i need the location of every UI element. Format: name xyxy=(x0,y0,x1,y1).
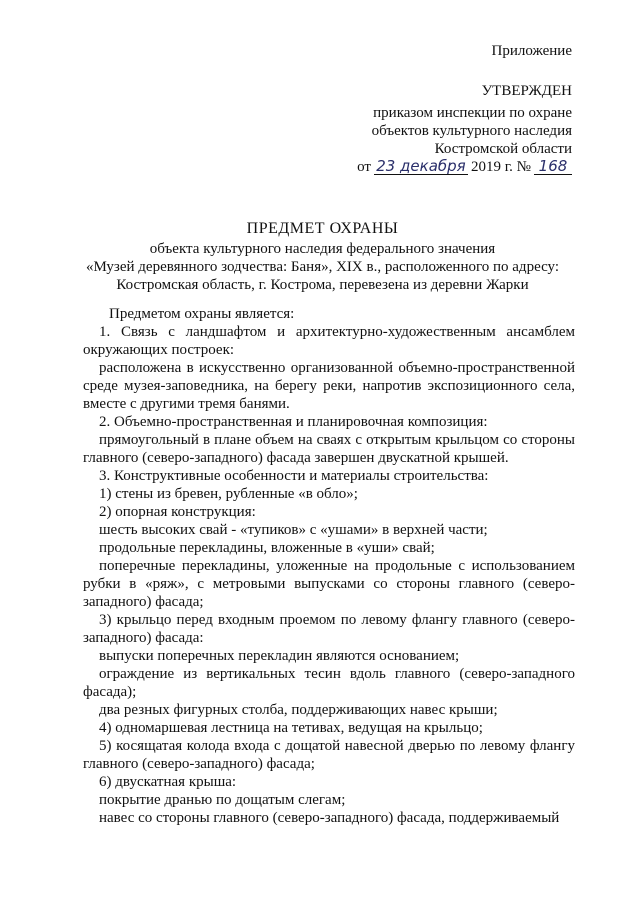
approval-block xyxy=(357,82,572,176)
body-paragraph: шесть высоких свай - «тупиков» с «ушами» в верхней части; xyxy=(99,522,488,538)
body-paragraph: покрытие дранью по дощатым слегам; xyxy=(99,792,346,808)
approval-date-line xyxy=(357,158,572,176)
title-line: «Музей деревянного зодчества: Баня», XIX в., расположенного по адресу: xyxy=(85,259,560,275)
body-paragraph: 3) крыльцо перед входным проемом по левому флангу главного (северо-западного) фасада: xyxy=(83,612,575,646)
document-body xyxy=(83,305,575,827)
title-line: Костромская область, г. Кострома, перевезена из деревни Жарки xyxy=(116,277,529,293)
body-paragraph: Предметом охраны является: xyxy=(109,306,295,322)
document-title xyxy=(60,220,585,294)
body-paragraph: 2) опорная конструкция: xyxy=(99,504,256,520)
page-title: ПРЕДМЕТ ОХРАНЫ xyxy=(246,220,399,237)
approved-title: УТВЕРЖДЕН xyxy=(481,83,572,99)
approved-line: объектов культурного наследия xyxy=(371,123,572,139)
title-line: объекта культурного наследия федерального значения xyxy=(149,241,496,257)
body-paragraph: 2. Объемно-пространственная и планировочная композиция: xyxy=(99,414,488,430)
date-year: 2019 г. № xyxy=(470,159,531,175)
body-paragraph: расположена в искусственно организованной объемно-пространственной среде музея-заповедника, на берегу реки, напротив экспозиционного села, вместе с другими тремя банями. xyxy=(83,360,575,412)
body-paragraph: 3. Конструктивные особенности и материалы строительства: xyxy=(99,468,489,484)
approved-line: приказом инспекции по охране xyxy=(373,105,572,121)
body-paragraph: продольные перекладины, вложенные в «уши» свай; xyxy=(99,540,435,556)
body-paragraph: навес со стороны главного (северо-западного) фасада, поддерживаемый xyxy=(99,810,560,826)
body-paragraph: ограждение из вертикальных тесин вдоль главного (северо-западного фасада); xyxy=(83,666,575,700)
handwritten-number: 168 xyxy=(534,158,572,175)
body-paragraph: 1) стены из бревен, рубленные «в обло»; xyxy=(99,486,358,502)
approved-line: Костромской области xyxy=(434,141,572,157)
body-paragraph: прямоугольный в плане объем на сваях с открытым крыльцом со стороны главного (северо-западного) фасада завершен двускатной крышей. xyxy=(83,432,575,466)
appendix-label: Приложение xyxy=(491,43,572,59)
body-paragraph: поперечные перекладины, уложенные на продольные с использованием рубки в «ряж», с метровыми выпусками со стороны главного (северо-западного) фасада; xyxy=(83,558,575,610)
body-paragraph: 4) одномаршевая лестница на тетивах, ведущая на крыльцо; xyxy=(99,720,483,736)
body-paragraph: 1. Связь с ландшафтом и архитектурно-художественным ансамблем окружающих построек: xyxy=(83,324,575,358)
body-paragraph: выпуски поперечных перекладин являются основанием; xyxy=(99,648,460,664)
body-paragraph: 6) двускатная крыша: xyxy=(99,774,237,790)
handwritten-date: 23 декабря xyxy=(374,158,468,175)
date-prefix: от xyxy=(357,159,371,175)
body-paragraph: два резных фигурных столба, поддерживающих навес крыши; xyxy=(99,702,498,718)
body-paragraph: 5) косящатая колода входа с дощатой навесной дверью по левому флангу главного (северо-западного) фасада; xyxy=(83,738,575,772)
